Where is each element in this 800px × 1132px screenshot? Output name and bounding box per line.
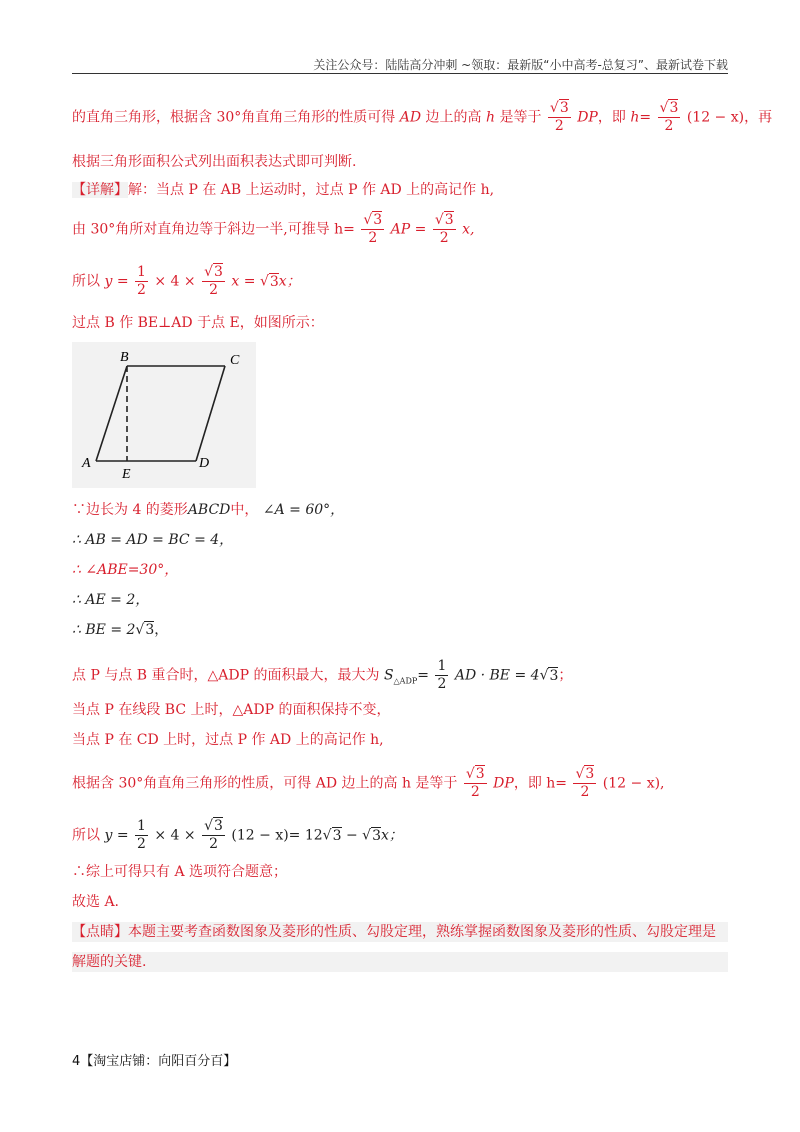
fraction-sqrt3-over-2: $\frac{√3}{2}$ [575, 766, 595, 800]
solution-line-17: ∴综上可得只有 A 选项符合题意； [72, 864, 288, 880]
fraction-1-over-2: $\frac{1}{2}$ [137, 818, 146, 852]
solution-line-8: ∴ AB = AD = BC = 4， [72, 532, 234, 548]
solution-line-9: ∴ ∠ABE=30°， [72, 562, 179, 578]
solution-line-13: 当点 P 在线段 BC 上时，△ADP 的面积保持不变， [72, 702, 391, 718]
page-header: 关注公众号：陆陆高分冲刺 ~领取：最新版“小中高考-总复习”、最新试卷下载 [313, 58, 728, 72]
solution-line-15: 根据含 30°角直角三角形的性质，可得 AD 边上的高 h 是等于 $\frac{√3}{2}$ DP，即 h= $\frac{√3}{2}$ (12 − x), [72, 766, 665, 800]
solution-line-7: ∵边长为 4 的菱形ABCD中， ∠A = 60°， [72, 502, 345, 518]
fraction-sqrt3-over-2: $\frac{√3}{2}$ [204, 818, 223, 852]
solution-line-4: 由 30°角所对直角边等于斜边一半,可推导 h= $\frac{√3}{2}$ AP = $\frac{√3}{2}$ x, [72, 212, 475, 246]
fraction-sqrt3-over-2: $\frac{√3}{2}$ [465, 766, 485, 800]
fraction-sqrt3-over-2: $\frac{√3}{2}$ [549, 100, 569, 134]
solution-line-12: 点 P 与点 B 重合时，△ADP 的面积最大，最大为 $S_{\triangle ADP}=$ $\frac{1}{2}$ AD · BE = 4√3； [72, 658, 573, 692]
label-e: E [122, 467, 131, 482]
side-ab [96, 366, 127, 461]
solution-line-18: 故选 A. [72, 894, 120, 910]
side-cd [196, 366, 225, 461]
solution-line-5: 所以 y = $\frac{1}{2}$ × 4 × $\frac{√3}{2}$ x = √3x； [72, 264, 301, 298]
label-d: D [199, 456, 210, 471]
label-c: C [230, 353, 240, 368]
solution-line-2: 根据三角形面积公式列出面积表达式即可判断. [72, 154, 357, 170]
rhombus-figure [72, 342, 256, 488]
fraction-sqrt3-over-2: $\frac{√3}{2}$ [204, 264, 223, 298]
solution-line-11: ∴ BE = 2√3， [72, 622, 169, 638]
solution-line-1: 的直角三角形，根据含 30°角直角三角形的性质可得 AD 边上的高 h 是等于 $\frac{√3}{2}$ DP，即 h= $\frac{√3}{2}$ (12 − x)，再 [72, 100, 773, 134]
comment-line-2: 解题的关键. [72, 952, 728, 972]
header-rule [72, 73, 728, 74]
comment-line-1: 【点睛】本题主要考查函数图象及菱形的性质、勾股定理，熟练掌握函数图象及菱形的性质、勾股定理是 [72, 922, 728, 942]
page-footer: 4【淘宝店铺：向阳百分百】 [72, 1054, 237, 1069]
fraction-sqrt3-over-2: $\frac{√3}{2}$ [434, 212, 454, 246]
fraction-1-over-2: $\frac{1}{2}$ [437, 658, 447, 692]
rhombus-diagram [72, 342, 256, 488]
solution-line-14: 当点 P 在 CD 上时，过点 P 作 AD 上的高记作 h, [72, 732, 384, 748]
detail-tag: 【详解】 [72, 182, 128, 198]
solution-line-16: 所以 y = $\frac{1}{2}$ × 4 × $\frac{√3}{2}$ (12 − x)= 12√3 − √3x； [72, 818, 403, 852]
solution-line-10: ∴ AE = 2， [72, 592, 150, 608]
label-b: B [120, 350, 129, 365]
fraction-sqrt3-over-2: $\frac{√3}{2}$ [659, 100, 679, 134]
detail-heading-line: 【详解】解：当点 P 在 AB 上运动时，过点 P 作 AD 上的高记作 h, [72, 182, 495, 198]
fraction-1-over-2: $\frac{1}{2}$ [137, 264, 146, 298]
label-a: A [82, 456, 91, 471]
comment-tag: 【点睛】 [72, 924, 128, 940]
solution-line-6: 过点 B 作 BE⊥AD 于点 E，如图所示： [72, 315, 324, 331]
fraction-sqrt3-over-2: $\frac{√3}{2}$ [363, 212, 383, 246]
